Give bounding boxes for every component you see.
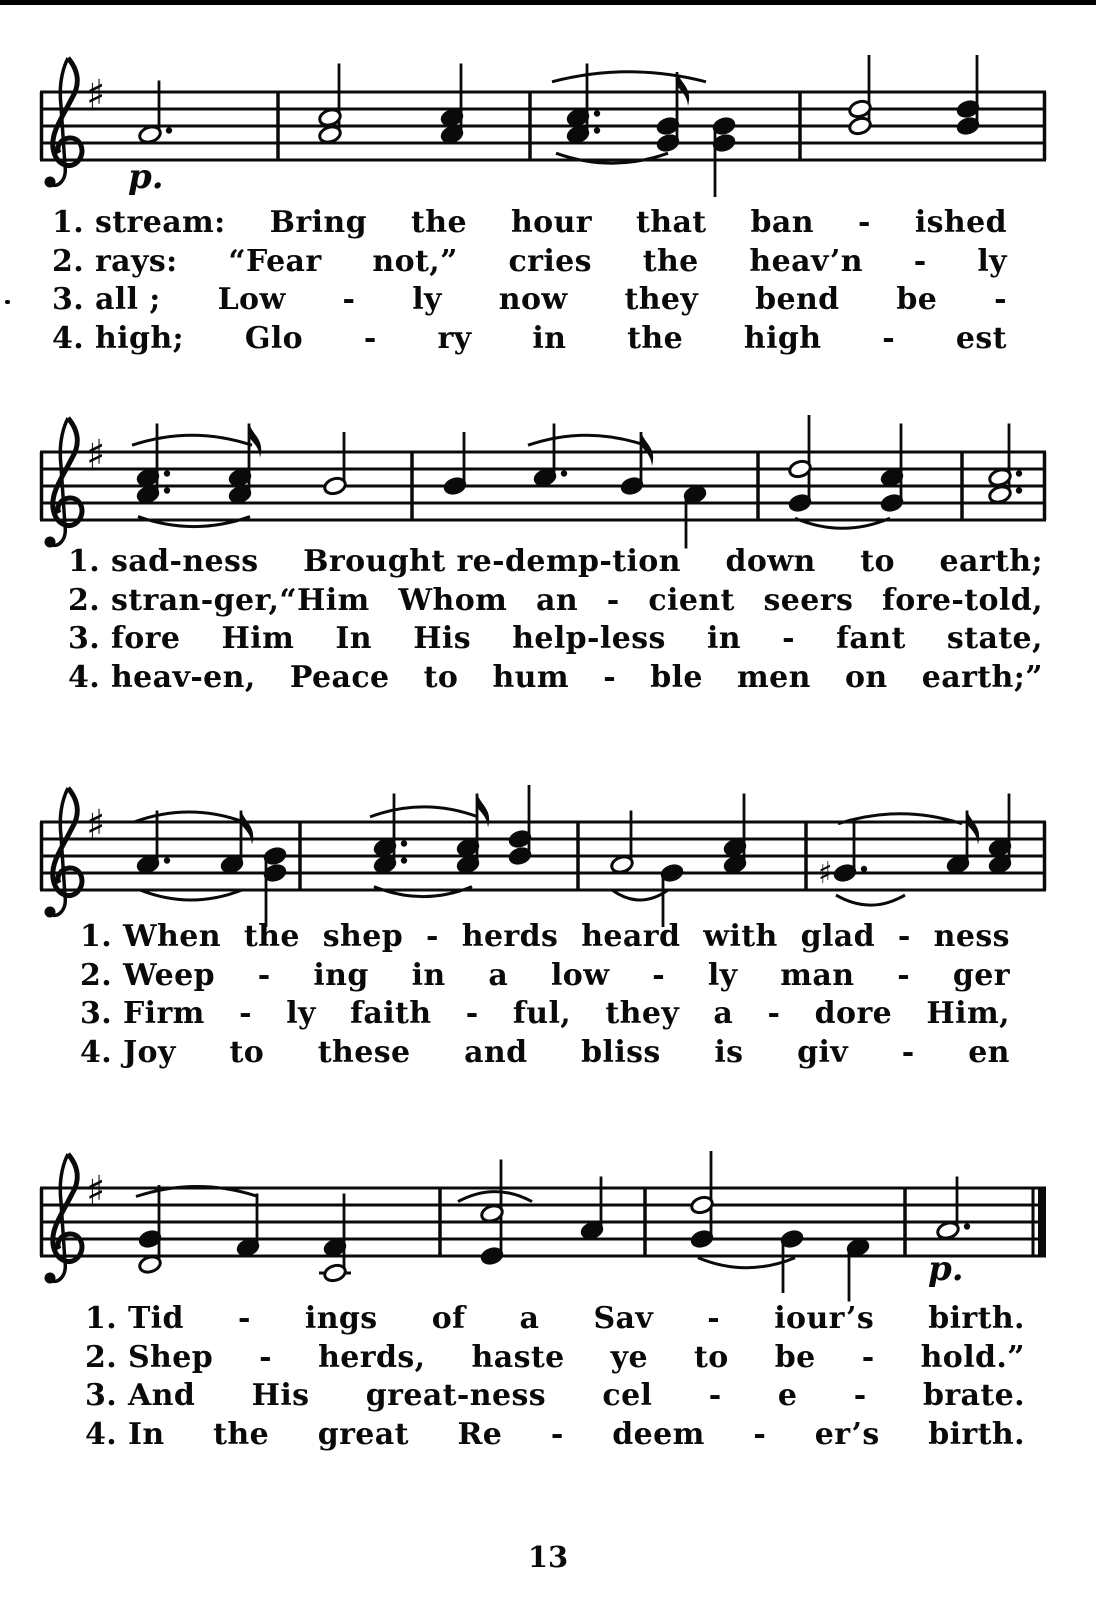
lyric-line-verse-2 (85, 1339, 1025, 1378)
lyric-token: Low (217, 282, 286, 317)
lyric-token: deem (612, 1416, 705, 1452)
lyric-token: these (317, 1034, 411, 1070)
slur (698, 1258, 795, 1268)
lyric-token: hold.” (920, 1339, 1025, 1375)
lyric-token: Him, (926, 996, 1010, 1031)
lyric-token: great-ness (365, 1378, 547, 1413)
lyrics-block-1 (52, 204, 1007, 358)
lyric-token: low (550, 957, 610, 993)
lyric-token: to (860, 544, 895, 579)
treble-clef-icon (53, 1154, 82, 1262)
augmentation-dot (164, 857, 170, 863)
lyric-token: help-less (512, 621, 666, 656)
lyric-token: - (257, 957, 271, 993)
lyric-token: 3. And (85, 1378, 196, 1413)
dynamic-marking: p. (128, 157, 164, 197)
lyric-token: - (239, 996, 252, 1031)
lyric-token: the (642, 243, 699, 279)
lyric-token: in (411, 957, 446, 993)
lyric-token: cient (648, 582, 735, 618)
staff-system-3 (40, 785, 1046, 927)
treble-clef-icon (53, 418, 82, 526)
lyric-line-verse-1 (85, 1300, 1025, 1339)
lyric-token: His (413, 621, 472, 656)
lyric-token: to (694, 1339, 729, 1375)
lyric-token: - (767, 996, 781, 1031)
augmentation-dot (166, 127, 172, 133)
lyric-line-verse-2 (68, 582, 1043, 621)
key-signature-sharp-icon: ♯ (86, 802, 106, 848)
lyric-token: ly (977, 243, 1007, 279)
lyric-token: be (774, 1339, 816, 1375)
lyric-token: ings (304, 1301, 378, 1336)
lyric-token: 4. high; (52, 320, 185, 356)
lyric-line-verse-1 (52, 204, 1007, 243)
lyric-token: and (464, 1034, 528, 1070)
lyric-token: - (882, 320, 896, 356)
augmentation-dot (164, 470, 170, 476)
lyric-token: seers (763, 582, 854, 618)
augmentation-dot (401, 840, 407, 846)
lyric-token: 1. sad-ness (68, 544, 259, 579)
lyric-token: men (737, 659, 811, 695)
lyric-token: cel (602, 1378, 653, 1413)
dynamic-marking: p. (928, 1249, 964, 1289)
lyric-token: to (229, 1034, 265, 1070)
open-notehead (848, 116, 872, 136)
lyric-token: - (897, 919, 911, 954)
lyric-token: man (780, 957, 855, 993)
lyric-token: on (844, 659, 888, 695)
open-notehead (323, 1263, 347, 1283)
lyric-token: In (335, 621, 373, 656)
lyric-token: herds, (318, 1339, 426, 1375)
lyric-token: birth. (928, 1301, 1025, 1336)
treble-clef-icon (53, 58, 82, 166)
lyric-token: an (536, 582, 579, 618)
lyric-line-verse-4 (80, 1034, 1010, 1073)
slur (374, 887, 472, 897)
lyric-token: earth; (939, 544, 1043, 579)
lyric-token: high (743, 320, 822, 356)
lyric-token: - (782, 621, 795, 656)
lyric-token: fore-told, (881, 582, 1043, 618)
open-notehead (323, 476, 347, 496)
lyric-token: Peace (289, 659, 390, 695)
augmentation-dot (561, 470, 567, 476)
key-signature-sharp-icon: ♯ (86, 432, 106, 478)
lyric-token: er’s (814, 1416, 880, 1452)
lyric-token: en (968, 1034, 1010, 1070)
lyric-token: ble (650, 659, 703, 695)
lyric-token: Sav (593, 1301, 654, 1336)
lyric-token: faith (350, 996, 432, 1031)
lyric-token: bliss (581, 1034, 661, 1070)
key-signature-sharp-icon: ♯ (86, 1168, 106, 1214)
lyric-token: they (624, 282, 699, 317)
lyric-token: - (897, 957, 911, 993)
lyric-token: Whom (398, 582, 508, 618)
lyric-token: - (465, 996, 479, 1031)
lyric-token: - (425, 919, 439, 954)
lyric-token: - (550, 1416, 564, 1452)
lyric-token: iour’s (774, 1301, 875, 1336)
lyric-token: - (708, 1378, 722, 1413)
lyric-token: - (363, 320, 377, 356)
lyric-token: earth;” (921, 659, 1043, 695)
lyric-token: in (706, 621, 741, 656)
lyric-token: 4. heav-en, (68, 659, 256, 695)
augmentation-dot (594, 110, 600, 116)
page-number: 13 (527, 1540, 569, 1574)
slur (552, 72, 706, 82)
lyric-token: ye (610, 1339, 648, 1375)
lyric-token: in (532, 320, 567, 356)
lyric-token: they (605, 996, 680, 1031)
lyric-token: - (994, 282, 1007, 317)
lyric-token: - (603, 659, 617, 695)
lyric-token: 1. When (80, 919, 221, 954)
lyric-token: 2. rays: (52, 243, 178, 279)
slur (836, 895, 905, 905)
lyric-token: dore (814, 996, 893, 1031)
slur (528, 435, 645, 445)
lyric-token: e (777, 1378, 798, 1413)
lyric-line-verse-1 (68, 543, 1043, 582)
staff-system-4 (40, 1151, 1046, 1302)
lyric-token: ly (707, 957, 738, 993)
lyric-token: 3. Firm (80, 996, 205, 1031)
lyric-token: - (342, 282, 356, 317)
eighth-flag (641, 432, 653, 466)
lyric-token: ful, (512, 996, 572, 1031)
lyric-token: herds (461, 919, 559, 954)
lyric-token: Re (457, 1416, 503, 1452)
lyric-token: state, (946, 621, 1043, 656)
lyric-token: Brought re-demp-tion (303, 544, 681, 579)
lyric-token: ly (286, 996, 316, 1031)
lyric-token: 2. stran-ger,“Him (68, 582, 370, 618)
lyric-token: a (519, 1301, 540, 1336)
lyric-token: the (627, 320, 684, 356)
lyric-token: cries (508, 243, 592, 279)
lyric-token: hum (492, 659, 570, 695)
lyric-line-verse-3 (68, 620, 1043, 659)
lyric-token: heard (581, 919, 681, 954)
lyric-token: of (431, 1301, 466, 1336)
lyric-line-verse-4 (68, 659, 1043, 698)
lyric-token: 2. Weep (80, 957, 215, 993)
lyric-token: est (955, 320, 1007, 356)
lyric-token: ness (933, 919, 1010, 954)
lyric-token: Him (221, 621, 295, 656)
lyric-token: His (251, 1378, 310, 1413)
lyric-token: fant (836, 621, 906, 656)
lyric-token: - (861, 1339, 875, 1375)
lyric-token: now (498, 282, 568, 317)
lyric-token: ry (437, 320, 472, 356)
lyric-token: 1. stream: (52, 205, 226, 240)
lyric-token: - (853, 1378, 867, 1413)
lyric-token: be (896, 282, 938, 317)
augmentation-dot (964, 1223, 970, 1229)
slur (458, 1192, 532, 1202)
lyric-token: not,” (372, 243, 458, 279)
lyric-token: that (635, 205, 707, 240)
lyric-token: bend (755, 282, 840, 317)
lyric-token: great (317, 1416, 409, 1452)
lyric-token: haste (471, 1339, 565, 1375)
slur (132, 435, 252, 445)
accidental-sharp-icon: ♯ (818, 856, 833, 891)
augmentation-dot (164, 487, 170, 493)
lyric-token: 2. Shep (85, 1339, 214, 1375)
slur (138, 517, 250, 527)
lyric-token: 3. all ; (52, 282, 161, 317)
slur (370, 807, 478, 817)
lyric-token: to (423, 659, 459, 695)
augmentation-dot (1016, 470, 1022, 476)
lyric-token: birth. (928, 1416, 1025, 1452)
lyric-line-verse-2 (80, 957, 1010, 996)
lyric-token: down (725, 544, 816, 579)
lyric-token: ly (412, 282, 442, 317)
scan-artifact-dot (5, 300, 10, 304)
lyric-token: Bring (269, 205, 368, 240)
lyric-token: is (714, 1034, 744, 1070)
lyric-token: - (753, 1416, 767, 1452)
augmentation-dot (861, 866, 867, 872)
lyrics-block-4 (85, 1300, 1025, 1454)
lyric-token: 4. Joy (80, 1034, 176, 1070)
lyric-token: the (213, 1416, 270, 1452)
lyric-token: heav’n (749, 243, 863, 279)
augmentation-dot (401, 857, 407, 863)
slur (556, 153, 668, 163)
lyric-token: 1. Tid (85, 1301, 184, 1336)
lyric-token: - (606, 582, 620, 618)
lyric-token: - (707, 1301, 721, 1336)
lyric-token: - (857, 205, 871, 240)
lyric-token: ban (750, 205, 814, 240)
lyric-token: “Fear (228, 243, 322, 279)
lyric-token: a (713, 996, 734, 1031)
lyrics-block-2 (68, 543, 1043, 697)
lyric-token: - (913, 243, 927, 279)
lyric-line-verse-3 (85, 1377, 1025, 1416)
lyric-token: shep (322, 919, 404, 954)
lyric-token: ger (952, 957, 1010, 993)
lyric-token: with (703, 919, 778, 954)
lyric-token: the (243, 919, 300, 954)
lyric-token: hour (510, 205, 592, 240)
staff-system-1 (40, 55, 1046, 197)
lyric-token: Glo (244, 320, 304, 356)
augmentation-dot (594, 127, 600, 133)
lyric-token: 4. In (85, 1416, 165, 1452)
lyric-token: - (901, 1034, 915, 1070)
lyric-line-verse-3 (80, 995, 1010, 1034)
lyric-token: - (652, 957, 666, 993)
lyrics-block-3 (80, 918, 1010, 1072)
lyric-line-verse-2 (52, 243, 1007, 282)
lyric-token: a (488, 957, 509, 993)
lyric-line-verse-1 (80, 918, 1010, 957)
lyric-token: giv (797, 1034, 849, 1070)
lyric-token: the (411, 205, 467, 240)
lyric-line-verse-4 (85, 1416, 1025, 1455)
lyric-token: ing (313, 957, 369, 993)
lyric-token: glad (800, 919, 875, 954)
lyric-token: ished (914, 205, 1007, 240)
lyric-line-verse-4 (52, 320, 1007, 359)
lyric-line-verse-3 (52, 281, 1007, 320)
staff-system-2 (40, 415, 1046, 549)
key-signature-sharp-icon: ♯ (86, 72, 106, 118)
augmentation-dot (1016, 487, 1022, 493)
lyric-token: 3. fore (68, 621, 181, 656)
lyric-token: brate. (922, 1378, 1025, 1413)
treble-clef-icon (53, 788, 82, 896)
lyric-token: - (259, 1339, 273, 1375)
lyric-token: - (237, 1301, 251, 1336)
